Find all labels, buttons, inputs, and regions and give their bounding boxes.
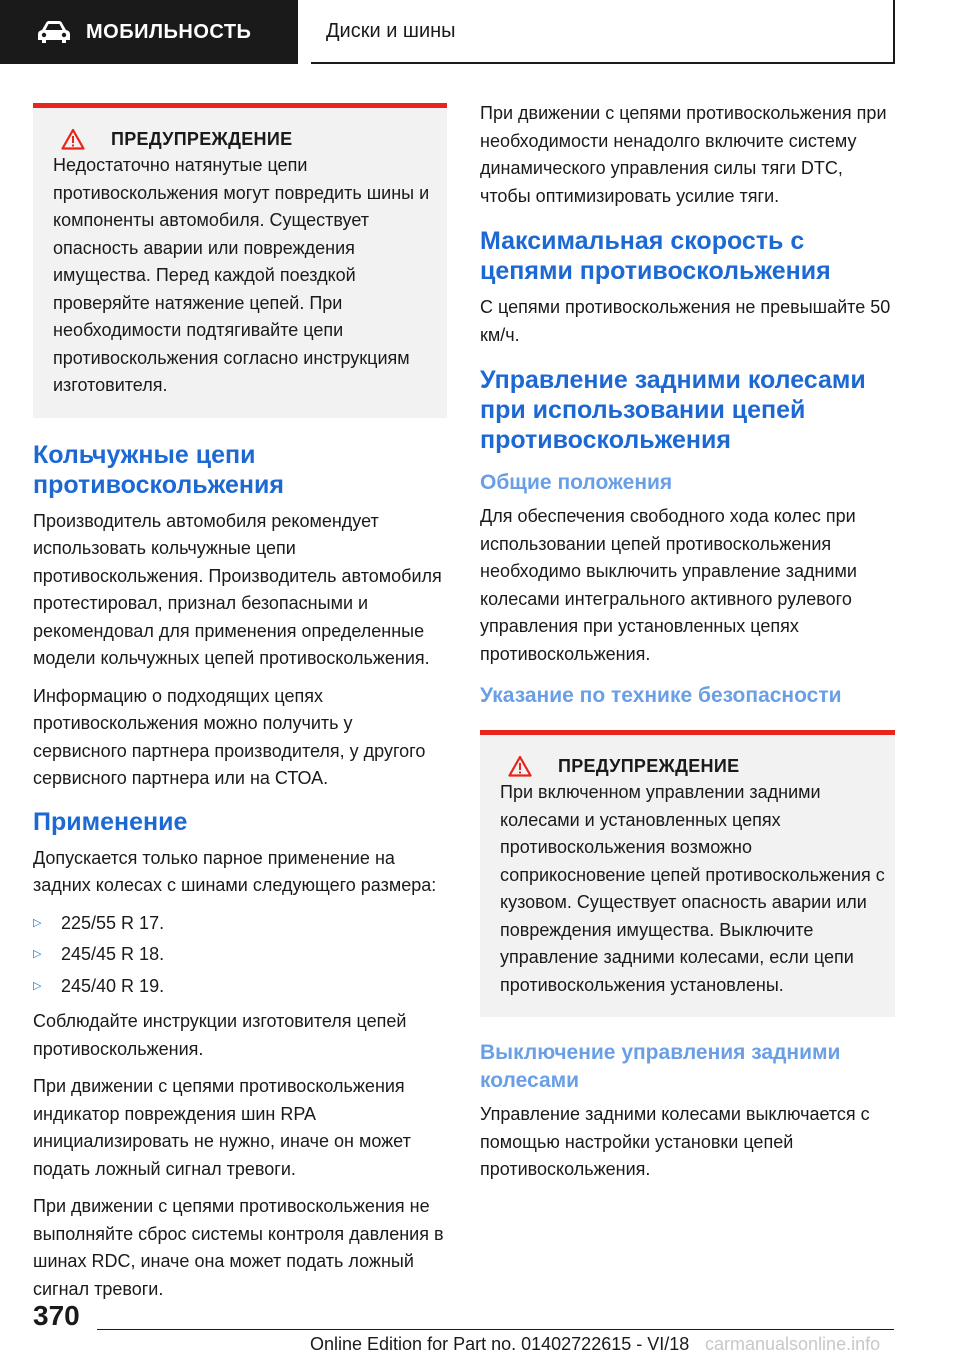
paragraph: Допускается только парное применение на задних колесах с шинами следующего размера:: [33, 847, 437, 895]
paragraph: Производитель автомобиля рекомендует использовать кольчужные цепи противоскольжения. Производитель автомобиля протестировал, признал безопасными и рекомендовал для применения определенные модели кольчужных цепей противоскольжения.: [33, 510, 442, 668]
paragraph: При движении с цепями противоскольжения индикатор повреждения шин RPA инициализировать не нужно, иначе он может подать ложный сигнал тревоги.: [33, 1076, 411, 1179]
subheading-disable-rear-steering: Выключение управления задними колесами: [480, 1041, 841, 1092]
warning-text: Недостаточно натянутые цепи противоскольжения могут повредить шины и компоненты автомобиля. Существует опасность аварии или повреждения имущества. Перед каждой поездкой проверяйте натяжение цепей. При необходимости подтягивайте цепи противоскольжения согласно инструкциям изготовителя.: [53, 155, 430, 395]
warning-header: [61, 128, 433, 150]
list-item: ▷ 225/55 R 17.: [33, 910, 447, 938]
paragraph: С цепями противоскольжения не превышайте 50 км/ч.: [480, 297, 891, 345]
header-section-tab: [0, 0, 298, 64]
paragraph: Для обеспечения свободного хода колес при использовании цепей противоскольжения необходимо выключить управление задними колесами интегрального активного рулевого управления при установленных цепях противоскольжения.: [480, 506, 857, 664]
warning-box: [480, 730, 895, 1017]
footer-edition: Online Edition for Part no. 01402722615 - VI/18: [310, 1334, 690, 1354]
watermark: carmanualsonline.info: [705, 1334, 881, 1354]
right-column: [480, 100, 895, 1194]
subheading-safety: Указание по технике безопасности: [480, 684, 842, 707]
bullet-triangle-icon: ▷: [33, 979, 42, 992]
paragraph: При движении с цепями противоскольжения при необходимости ненадолго включите систему динамического управления силы тяги DTC, чтобы оптимизировать усилие тяги.: [480, 103, 887, 206]
header-chapter-title: Диски и шины: [326, 19, 456, 42]
warning-triangle-icon: [508, 755, 532, 777]
paragraph: При движении с цепями противоскольжения не выполняйте сброс системы контроля давления в шинах RDC, иначе она может подать ложный сигнал тревоги.: [33, 1196, 444, 1299]
list-item: ▷ 245/45 R 18.: [33, 941, 447, 969]
heading-max-speed: Максимальная скорость с цепями противоскольжения: [480, 227, 831, 285]
heading-rear-steering: Управление задними колесами при использовании цепей противоскольжения: [480, 366, 866, 454]
bullet-triangle-icon: ▷: [33, 916, 42, 929]
bullet-triangle-icon: ▷: [33, 948, 42, 960]
footer-rule: [97, 1329, 894, 1330]
warning-header: [508, 755, 881, 777]
subheading-general: Общие положения: [480, 471, 673, 494]
paragraph: Управление задними колесами выключается с помощью настройки установки цепей противоскольжения.: [480, 1104, 870, 1179]
warning-title: ПРЕДУПРЕЖДЕНИЕ: [111, 128, 293, 149]
header-section-title: МОБИЛЬНОСТЬ: [86, 20, 252, 43]
header-chapter: [311, 0, 895, 64]
warning-box: [33, 103, 447, 418]
list-item: ▷ 245/40 R 19.: [33, 973, 447, 1001]
paragraph: Соблюдайте инструкции изготовителя цепей противоскольжения.: [33, 1011, 407, 1059]
heading-chain-type: Кольчужные цепи противоскольжения: [33, 440, 284, 499]
warning-title: ПРЕДУПРЕЖДЕНИЕ: [558, 755, 740, 776]
paragraph: Информацию о подходящих цепях противоскольжения можно получить у сервисного партнера производителя, у другого сервисного партнера или на СТОА.: [33, 685, 426, 788]
tire-size-list: [33, 910, 447, 1001]
left-column: [33, 103, 447, 1313]
warning-triangle-icon: [61, 128, 85, 150]
page-number: 370: [33, 1300, 80, 1331]
heading-usage: Применение: [33, 807, 188, 836]
warning-text: При включенном управлении задними колесами и установленных цепях противоскольжения возможно соприкосновение цепей противоскольжения с кузовом. Существует опасность аварии или повреждения имущества. Выключите управление задними колесами, если цепи противоскольжения установлены.: [500, 782, 885, 995]
car-icon: [36, 20, 72, 44]
